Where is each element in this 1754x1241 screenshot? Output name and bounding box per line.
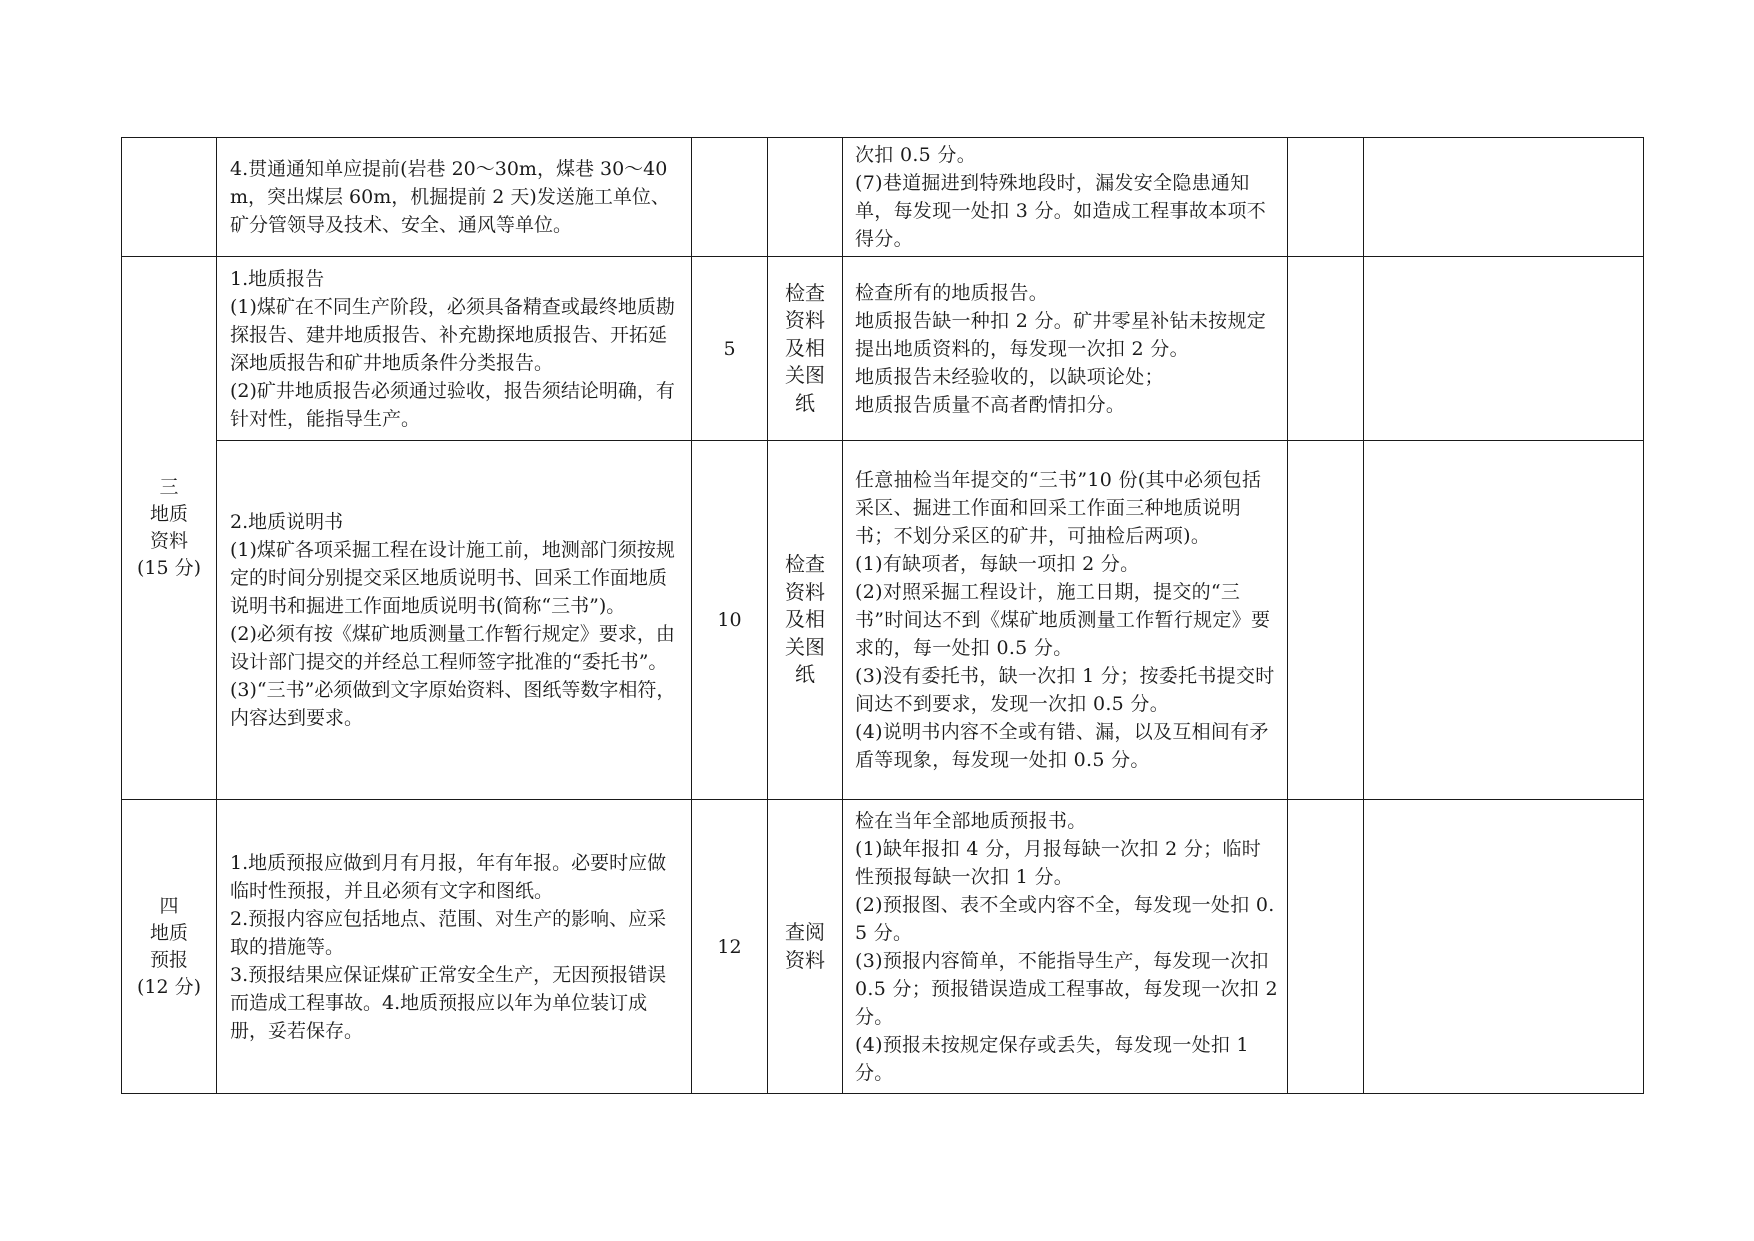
- remarks-cell: [1364, 800, 1644, 1094]
- deduction-cell: [1288, 257, 1364, 441]
- method-cell: 查阅 资料: [768, 800, 843, 1094]
- table-row: [122, 138, 1644, 257]
- score-cell: 12: [692, 800, 768, 1094]
- inspection-table: [121, 137, 1644, 1094]
- deduction-cell: [1288, 138, 1364, 257]
- table-row: [122, 800, 1644, 1094]
- method-cell: 检查 资料 及相 关图 纸: [768, 257, 843, 441]
- requirement-cell: 4.贯通通知单应提前(岩巷 20～30m，煤巷 30～40m，突出煤层 60m，机掘提前 2 天)发送施工单位、矿分管领导及技术、安全、通风等单位。: [217, 138, 692, 257]
- remarks-cell: [1364, 138, 1644, 257]
- table-row: [122, 257, 1644, 441]
- requirement-cell: 2.地质说明书 (1)煤矿各项采掘工程在设计施工前，地测部门须按规定的时间分别提交采区地质说明书、回采工作面地质说明书和掘进工作面地质说明书(简称“三书”)。 (2)必须有按《煤矿地质测量工作暂行规定》要求，由设计部门提交的并经总工程师签字批准的“委托书”。 (3)“三书”必须做到文字原始资料、图纸等数字相符，内容达到要求。: [217, 441, 692, 800]
- remarks-cell: [1364, 441, 1644, 800]
- table-row: [122, 441, 1644, 800]
- deduction-cell: [1288, 441, 1364, 800]
- remarks-cell: [1364, 257, 1644, 441]
- standard-cell: 任意抽检当年提交的“三书”10 份(其中必须包括采区、掘进工作面和回采工作面三种地质说明书；不划分采区的矿井，可抽检后两项)。 (1)有缺项者，每缺一项扣 2 分。 (2)对照采掘工程设计，施工日期，提交的“三书”时间达不到《煤矿地质测量工作暂行规定》要求的，每一处扣 0.5 分。 (3)没有委托书，缺一次扣 1 分；按委托书提交时间达不到要求，发现一次扣 0.5 分。 (4)说明书内容不全或有错、漏，以及互相间有矛盾等现象，每发现一处扣 0.5 分。: [843, 441, 1288, 800]
- category-cell: 四 地质 预报 (12 分): [122, 800, 217, 1094]
- requirement-cell: 1.地质报告 (1)煤矿在不同生产阶段，必须具备精查或最终地质勘探报告、建井地质报告、补充勘探地质报告、开拓延深地质报告和矿井地质条件分类报告。 (2)矿井地质报告必须通过验收，报告须结论明确，有针对性，能指导生产。: [217, 257, 692, 441]
- method-cell: 检查 资料 及相 关图 纸: [768, 441, 843, 800]
- requirement-cell: 1.地质预报应做到月有月报，年有年报。必要时应做临时性预报，并且必须有文字和图纸。 2.预报内容应包括地点、范围、对生产的影响、应采取的措施等。 3.预报结果应保证煤矿正常安全生产，无因预报错误而造成工程事故。4.地质预报应以年为单位装订成册，妥若保存。: [217, 800, 692, 1094]
- standard-cell: 次扣 0.5 分。 (7)巷道掘进到特殊地段时，漏发安全隐患通知单，每发现一处扣 3 分。如造成工程事故本项不得分。: [843, 138, 1288, 257]
- standard-cell: 检查所有的地质报告。 地质报告缺一种扣 2 分。矿井零星补钻未按规定提出地质资料的，每发现一次扣 2 分。 地质报告未经验收的，以缺项论处； 地质报告质量不高者酌情扣分。: [843, 257, 1288, 441]
- deduction-cell: [1288, 800, 1364, 1094]
- score-cell: [692, 138, 768, 257]
- category-cell: [122, 138, 217, 257]
- category-cell: 三 地质 资料 (15 分): [122, 257, 217, 800]
- score-cell: 10: [692, 441, 768, 800]
- standard-cell: 检在当年全部地质预报书。 (1)缺年报扣 4 分，月报每缺一次扣 2 分；临时性预报每缺一次扣 1 分。 (2)预报图、表不全或内容不全，每发现一处扣 0.5 分。 (3)预报内容简单，不能指导生产，每发现一次扣 0.5 分；预报错误造成工程事故，每发现一次扣 2 分。 (4)预报未按规定保存或丢失，每发现一处扣 1 分。: [843, 800, 1288, 1094]
- method-cell: [768, 138, 843, 257]
- score-cell: 5: [692, 257, 768, 441]
